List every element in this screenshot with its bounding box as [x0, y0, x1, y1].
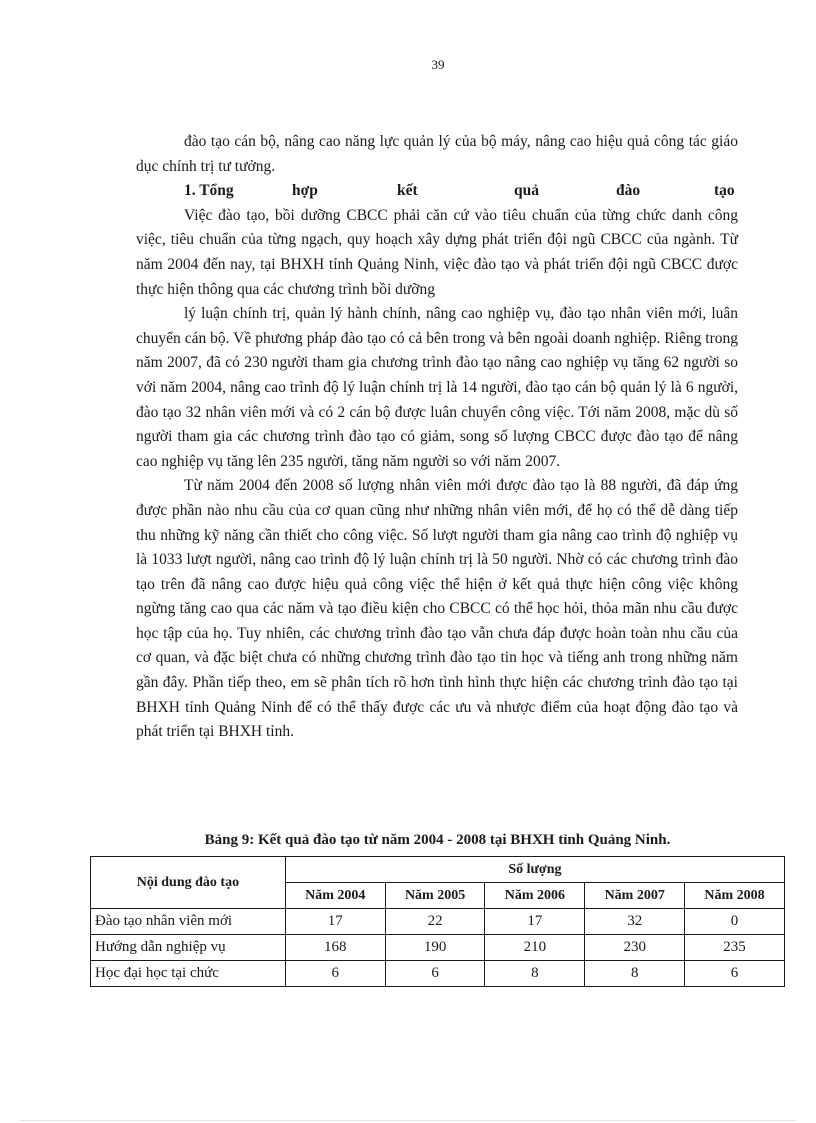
paragraph-training-results: Từ năm 2004 đến 2008 số lượng nhân viên mới được đào tạo là 88 người, đã đáp ứng được phần nào nhu cầu của cơ quan cũng như những nhân viên mới, để họ có thể dễ dàng tiếp thu những kỹ năng cần thiết cho công việc. Số lượt người tham gia nâng cao trình độ nghiệp vụ là 1033 lượt người, nâng cao trình độ lý luận chính trị là 50 người. Nhờ có các chương trình đào tạo trên đã nâng cao được hiệu quả công việc thể hiện ở kết quả thực hiện công việc không ngừng tăng cao qua các năm và tạo điều kiện cho CBCC có thể học hỏi, thỏa mãn nhu cầu được học tập của họ. Tuy nhiên, các chương trình đào tạo vẫn chưa đáp được hoàn toàn nhu cầu của cơ quan, và đặc biệt chưa có những chương trình đào tạo tin học và tiếng anh trong những năm gần đây. Phần tiếp theo, em sẽ phân tích rõ hơn tình hình thực hiện các chương trình đào tạo tại BHXH tỉnh Quảng Ninh để có thể thấy được các ưu và nhược điểm của hoạt động đào tạo và phát triển tại BHXH tỉnh. [136, 477, 738, 741]
year-header: Năm 2008 [685, 883, 785, 909]
table-cell: 0 [685, 909, 785, 935]
table-cell: 235 [685, 935, 785, 961]
table-cell: 17 [285, 909, 385, 935]
header-quantity: Số lượng [285, 857, 784, 883]
heading-word: hợp [292, 182, 318, 200]
table-cell: 190 [385, 935, 485, 961]
page-number: 39 [431, 57, 445, 72]
table-cell: 6 [385, 961, 485, 987]
table-cell: 6 [685, 961, 785, 987]
table-cell: 22 [385, 909, 485, 935]
table-cell: 210 [485, 935, 585, 961]
table-row [91, 935, 785, 961]
table-header-row [91, 857, 785, 883]
paragraph-training-basis: Việc đào tạo, bồi dưỡng CBCC phải căn cứ vào tiêu chuẩn của từng chức danh công việc, tiêu chuẩn của từng ngạch, quy hoạch xây dựng phát triển đội ngũ CBCC của ngành. Từ năm 2004 đến nay, tại BHXH tỉnh Quảng Ninh, việc đào tạo và phát triển đội ngũ CBCC được thực hiện thông qua các chương trình bồi dưỡng [136, 206, 738, 298]
table-row [91, 909, 785, 935]
table-cell: 32 [585, 909, 685, 935]
table-cell: 8 [485, 961, 585, 987]
paragraph-training-methods: lý luận chính trị, quản lý hành chính, nâng cao nghiệp vụ, đào tạo nhân viên mới, luân chuyển cán bộ. Về phương pháp đào tạo có cả bên trong và bên ngoài doanh nghiệp. Riêng trong năm 2007, đã có 230 người tham gia chương trình đào tạo nâng cao nghiệp vụ tăng 62 người so với năm 2004, nâng cao trình độ lý luận chính trị là 14 người, đào tạo cán bộ quản lý là 6 người, đào tạo 32 nhân viên mới và có 2 cán bộ được luân chuyển công việc. Tới năm 2008, mặc dù số người tham gia các chương trình đào tạo có giảm, song số lượng CBCC được đào tạo để nâng cao nghiệp vụ tăng lên 235 người, tăng năm người so với năm 2007. [136, 305, 738, 470]
heading-word: đào [616, 182, 641, 200]
footer-divider [20, 1120, 796, 1121]
table-cell: 17 [485, 909, 585, 935]
row-label: Đào tạo nhân viên mới [91, 909, 286, 935]
table-caption: Bảng 9: Kết quả đào tạo từ năm 2004 - 2008 tại BHXH tỉnh Quảng Ninh. [204, 832, 671, 848]
heading-word: 1. Tổng [184, 182, 234, 200]
training-results-table [90, 856, 785, 987]
header-content: Nội dung đào tạo [91, 857, 286, 909]
table-cell: 230 [585, 935, 685, 961]
heading-word: quả [514, 182, 539, 200]
body-text [136, 130, 738, 745]
year-header: Năm 2006 [485, 883, 585, 909]
row-label: Học đại học tại chức [91, 961, 286, 987]
table-row [91, 961, 785, 987]
paragraph-intro: đào tạo cán bộ, nâng cao năng lực quản lý của bộ máy, nâng cao hiệu quả công tác giáo dục chính trị tư tưởng. [136, 133, 738, 175]
section-heading [136, 179, 738, 204]
heading-word: kết [397, 182, 418, 200]
year-header: Năm 2007 [585, 883, 685, 909]
row-label: Hướng dẫn nghiệp vụ [91, 935, 286, 961]
table-cell: 6 [285, 961, 385, 987]
heading-word: tạo [714, 182, 735, 200]
table-cell: 8 [585, 961, 685, 987]
year-header: Năm 2005 [385, 883, 485, 909]
year-header: Năm 2004 [285, 883, 385, 909]
table-cell: 168 [285, 935, 385, 961]
